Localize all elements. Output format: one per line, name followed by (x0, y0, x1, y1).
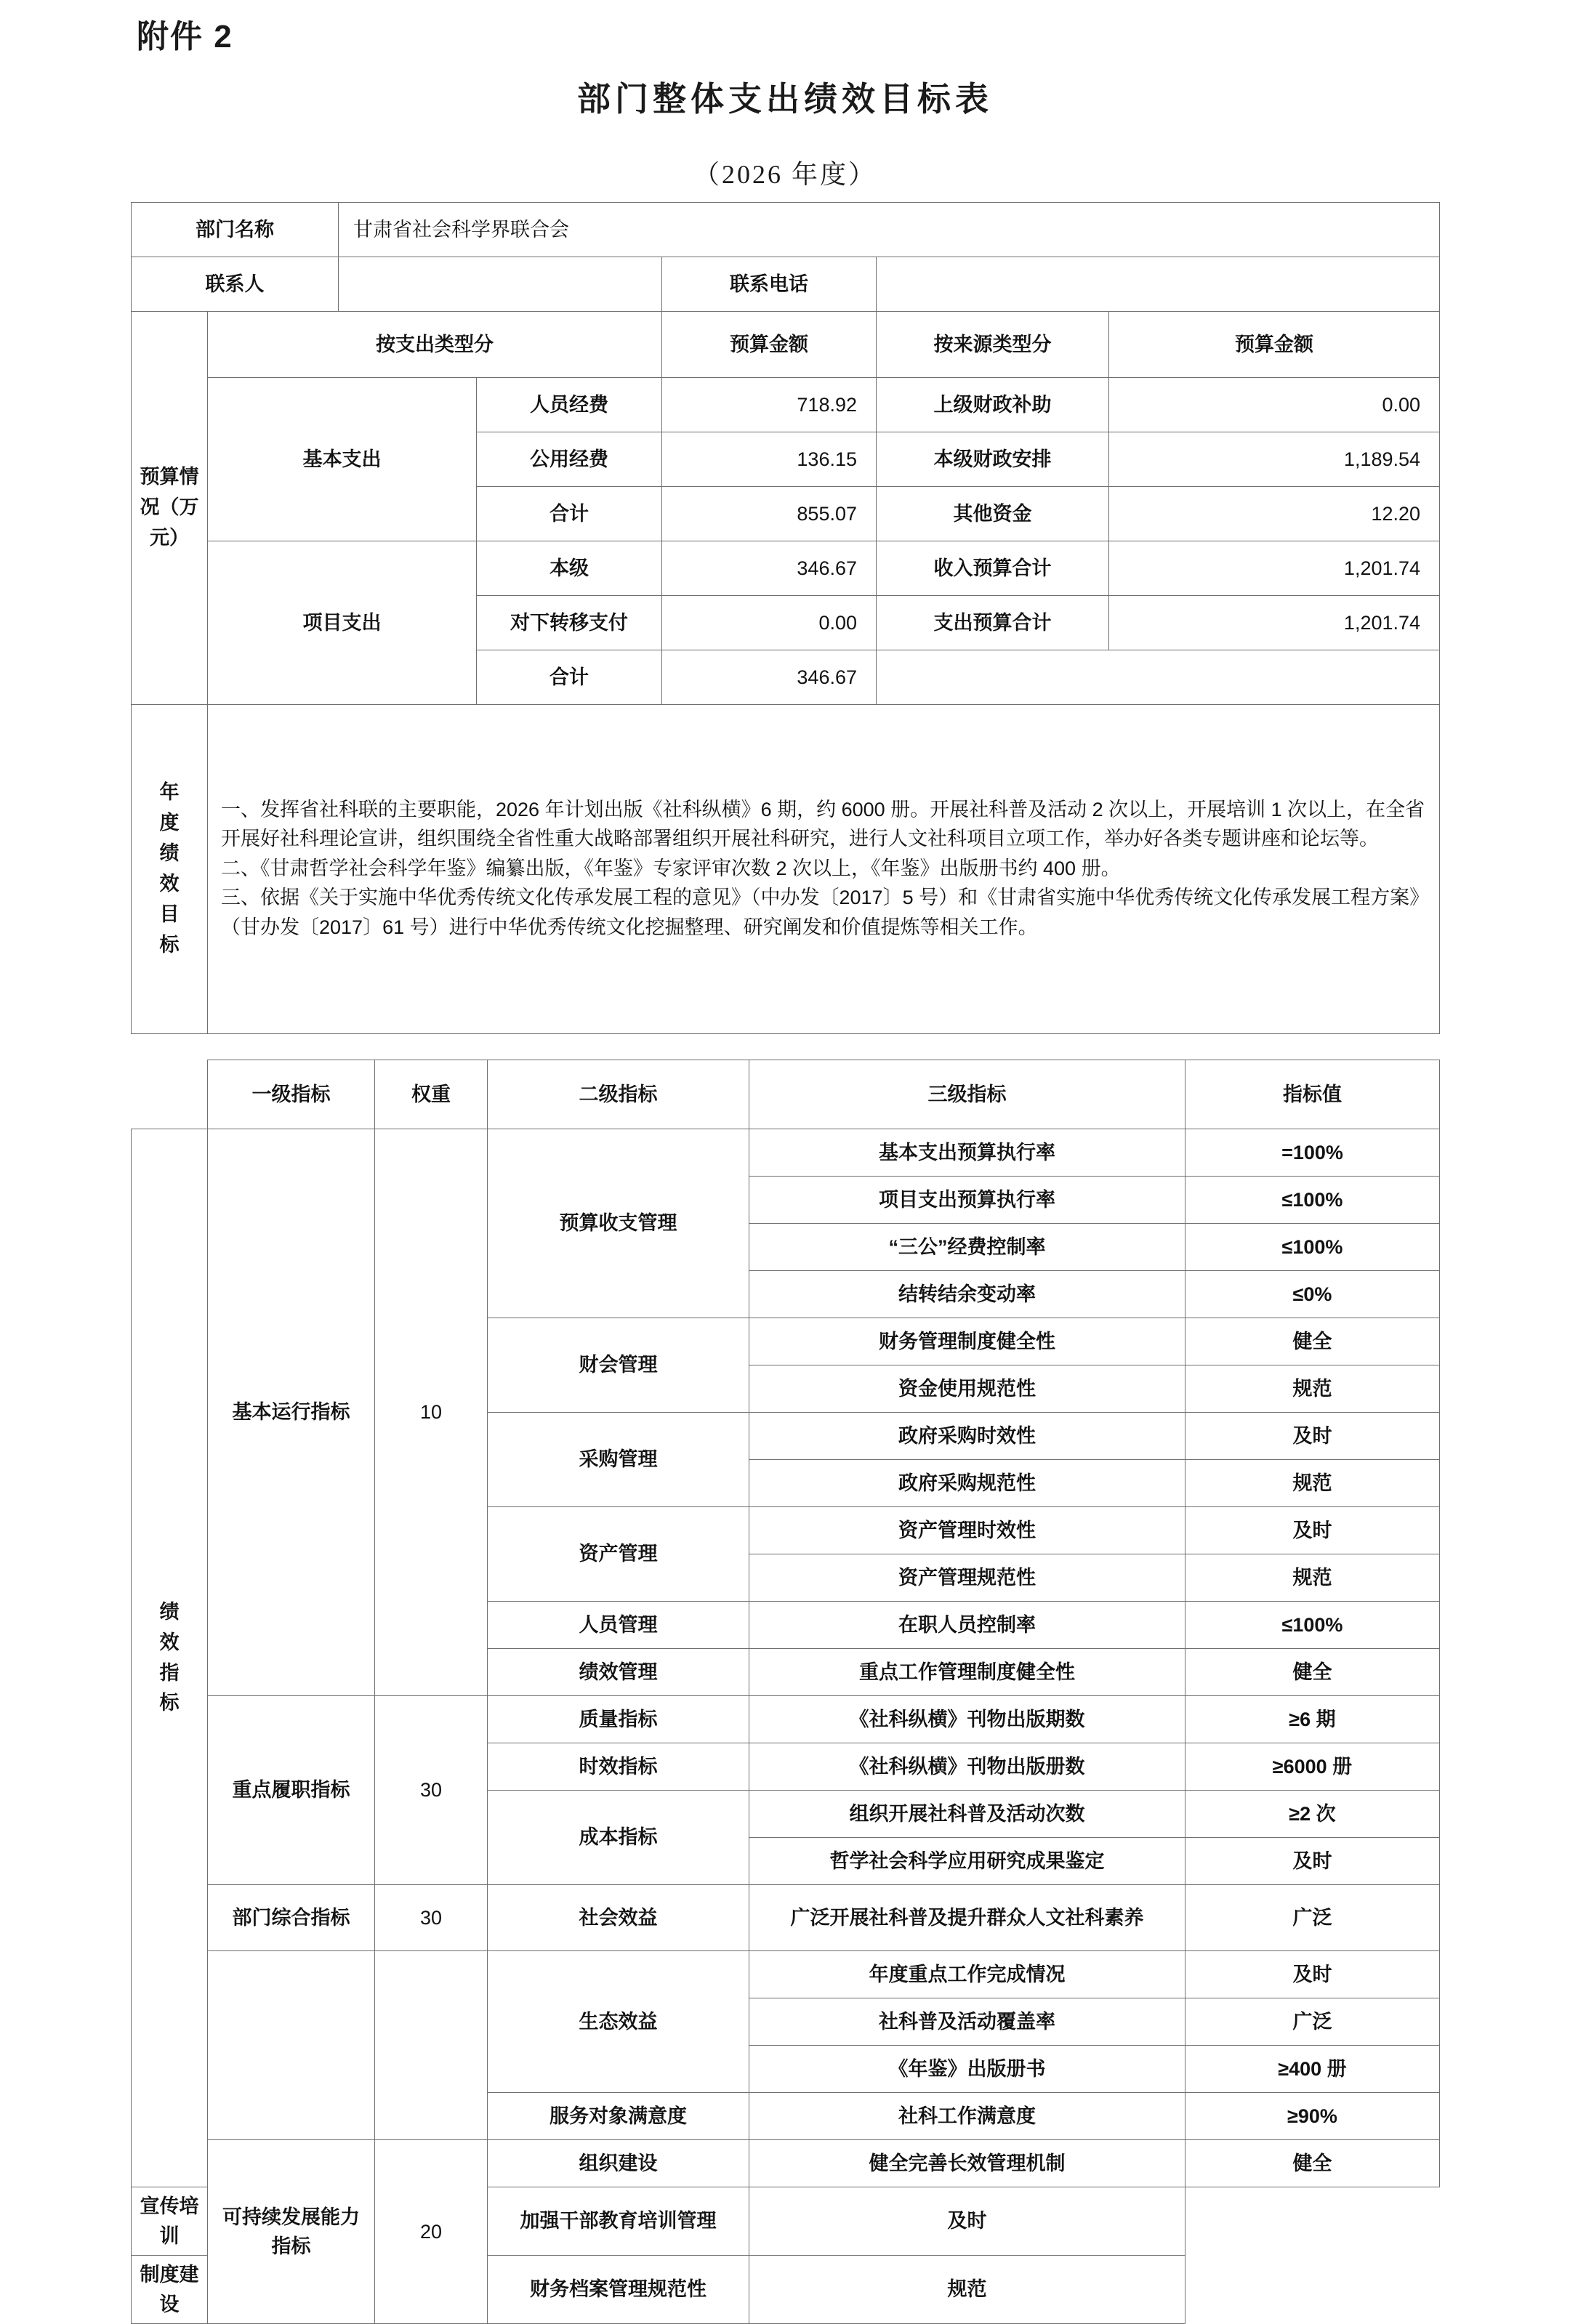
expense-type-3: 本级 (477, 541, 662, 596)
kpi-level3: 广泛开展社科普及提升群众人文社科素养 (749, 1885, 1185, 1951)
dept-name-value: 甘肃省社会科学界联合会 (339, 203, 1440, 257)
expense-type-0: 人员经费 (477, 378, 662, 432)
kpi-value: 健全 (1185, 1318, 1440, 1365)
dept-name-label: 部门名称 (132, 203, 339, 257)
kpi-header-level1: 一级指标 (208, 1060, 375, 1129)
kpi-level2-4-0: 组织建设 (488, 2140, 749, 2187)
kpi-weight-2: 30 (375, 1885, 488, 1951)
kpi-level2-0-5: 绩效管理 (488, 1649, 749, 1696)
kpi-level3: “三公”经费控制率 (749, 1224, 1185, 1271)
page-title: 部门整体支出绩效目标表 (577, 80, 993, 118)
budget-section-label-text: 预算情况（万元） (140, 466, 199, 549)
kpi-value: 及时 (749, 2187, 1185, 2256)
annual-goal-label-chars (139, 709, 200, 1029)
phone-label: 联系电话 (662, 257, 877, 312)
kpi-value: ≤100% (1185, 1602, 1440, 1649)
header-by-source: 按来源类型分 (877, 312, 1109, 378)
expense-amount-4: 0.00 (662, 596, 877, 650)
kpi-value: 及时 (1185, 1838, 1440, 1885)
expense-amount-0: 718.92 (662, 378, 877, 432)
kpi-value: 健全 (1185, 1649, 1440, 1696)
goal-label-char-0: 年 (159, 781, 180, 804)
annual-goal-paragraph-3: 三、依据《关于实施中华优秀传统文化传承发展工程的意见》（中办发〔2017〕5 号）和《甘肃省实施中华优秀传统文化传承发展工程方案》（甘办发〔2017〕61 号）进行中华优秀传统文化挖掘整理、研究阐发和价值提炼等相关工作。 (221, 887, 1420, 938)
kpi-level3: 结转结余变动率 (749, 1271, 1185, 1318)
source-amount-1: 1,189.54 (1109, 432, 1440, 487)
kpi-header-weight: 权重 (375, 1060, 488, 1129)
kpi-level2-0-1: 财会管理 (488, 1318, 749, 1413)
kpi-value: ≤0% (1185, 1271, 1440, 1318)
kpi-level1-1: 重点履职指标 (208, 1696, 375, 1885)
kpi-level3: 组织开展社科普及活动次数 (749, 1791, 1185, 1838)
kpi-value: ≥6000 册 (1185, 1743, 1440, 1791)
group-project-expenditure: 项目支出 (208, 541, 477, 705)
kpi-value: ≥2 次 (1185, 1791, 1440, 1838)
kpi-level3: 重点工作管理制度健全性 (749, 1649, 1185, 1696)
kpi-value: ≤100% (1185, 1224, 1440, 1271)
goal-label-char-3: 效 (159, 873, 180, 895)
kpi-level3: 健全完善长效管理机制 (749, 2140, 1185, 2187)
expense-type-5: 合计 (477, 650, 662, 705)
performance-indicator-table (131, 1060, 1440, 2324)
kpi-header-level3: 三级指标 (749, 1060, 1185, 1129)
kpi-level2-4-2: 制度建设 (132, 2256, 208, 2324)
kpi-level2-1-0: 质量指标 (488, 1696, 749, 1743)
expense-amount-3: 346.67 (662, 541, 877, 596)
kpi-level3: 《年鉴》出版册书 (749, 2046, 1185, 2093)
kpi-header-row (132, 1060, 1440, 1129)
kpi-side-char-1: 效 (159, 1631, 180, 1653)
kpi-value: 及时 (1185, 1507, 1440, 1554)
kpi-row (132, 1129, 1440, 1177)
goal-label-char-1: 度 (159, 812, 180, 834)
header-amount-2: 预算金额 (1109, 312, 1440, 378)
kpi-side-char-0: 绩 (159, 1600, 180, 1623)
goal-label-char-4: 目 (159, 903, 180, 925)
source-amount-0: 0.00 (1109, 378, 1440, 432)
kpi-header-level2: 二级指标 (488, 1060, 749, 1129)
kpi-value: ≥90% (1185, 2093, 1440, 2140)
kpi-level3: 《社科纵横》刊物出版册数 (749, 1743, 1185, 1791)
kpi-value: ≥400 册 (1185, 2046, 1440, 2093)
expense-amount-1: 136.15 (662, 432, 877, 487)
kpi-value: 规范 (749, 2256, 1185, 2324)
budget-row-0 (132, 378, 1440, 432)
kpi-level2-0-2: 采购管理 (488, 1413, 749, 1507)
goal-label-char-5: 标 (159, 933, 180, 956)
kpi-level3: 财务管理制度健全性 (749, 1318, 1185, 1365)
kpi-weight-0: 10 (375, 1129, 488, 1696)
source-type-2: 其他资金 (877, 487, 1109, 541)
page-subtitle: （2026 年度） (693, 160, 877, 189)
kpi-level3: 社科工作满意度 (749, 2093, 1185, 2140)
annual-goal-label (132, 705, 208, 1034)
kpi-level3: 加强干部教育培训管理 (488, 2187, 749, 2256)
kpi-row (132, 1696, 1440, 1743)
source-type-1: 本级财政安排 (877, 432, 1109, 487)
goal-label-char-2: 绩 (159, 842, 180, 865)
kpi-level2-3-0: 生态效益 (488, 1951, 749, 2093)
kpi-value: 及时 (1185, 1951, 1440, 1998)
source-blank-5 (877, 650, 1440, 705)
kpi-level3: 政府采购规范性 (749, 1460, 1185, 1507)
kpi-side-label-chars (139, 1134, 200, 2182)
kpi-level1-4: 可持续发展能力指标 (208, 2140, 375, 2324)
attachment-label: 附件 2 (137, 19, 233, 55)
kpi-value: 健全 (1185, 2140, 1440, 2187)
kpi-level3: 资产管理时效性 (749, 1507, 1185, 1554)
kpi-level2-0-3: 资产管理 (488, 1507, 749, 1602)
kpi-level3: 财务档案管理规范性 (488, 2256, 749, 2324)
budget-row-3 (132, 541, 1440, 596)
kpi-level3: 社科普及活动覆盖率 (749, 1998, 1185, 2046)
kpi-level2-0-0: 预算收支管理 (488, 1129, 749, 1318)
source-amount-4: 1,201.74 (1109, 596, 1440, 650)
contact-value (339, 257, 662, 312)
kpi-level3: 在职人员控制率 (749, 1602, 1185, 1649)
kpi-level3: 资产管理规范性 (749, 1554, 1185, 1602)
kpi-level2-2-0: 社会效益 (488, 1885, 749, 1951)
header-amount-1: 预算金额 (662, 312, 877, 378)
source-amount-2: 12.20 (1109, 487, 1440, 541)
expense-type-4: 对下转移支付 (477, 596, 662, 650)
contact-label: 联系人 (132, 257, 339, 312)
kpi-row (132, 1885, 1440, 1951)
expense-amount-2: 855.07 (662, 487, 877, 541)
kpi-side-label (132, 1129, 208, 2187)
kpi-level3: 哲学社会科学应用研究成果鉴定 (749, 1838, 1185, 1885)
kpi-value: ≤100% (1185, 1177, 1440, 1224)
kpi-value: 及时 (1185, 1413, 1440, 1460)
kpi-level1-2: 部门综合指标 (208, 1885, 375, 1951)
annual-goal-paragraph-1: 一、发挥省社科联的主要职能，2026 年计划出版《社科纵横》6 期，约 6000 册。开展社科普及活动 2 次以上，开展培训 1 次以上，在全省开展好社科理论宣讲，组织围绕全省性重大战略部署组织开展社科研究，进行人文社科项目立项工作，举办好各类专题讲座和论坛等。 (221, 798, 1425, 850)
kpi-level1-0: 基本运行指标 (208, 1129, 375, 1696)
kpi-level3: 项目支出预算执行率 (749, 1177, 1185, 1224)
kpi-value: ≥6 期 (1185, 1696, 1440, 1743)
source-type-0: 上级财政补助 (877, 378, 1109, 432)
budget-overview-table (131, 202, 1440, 1034)
kpi-level1-3-blank (208, 1951, 375, 2140)
kpi-value: 规范 (1185, 1554, 1440, 1602)
kpi-weight-4: 20 (375, 2140, 488, 2324)
kpi-level3: 政府采购时效性 (749, 1413, 1185, 1460)
annual-goal-paragraph-2: 二、《甘肃哲学社会科学年鉴》编纂出版，《年鉴》专家评审次数 2 次以上，《年鉴》出版册书约 400 册。 (221, 857, 1121, 879)
kpi-weight-3-blank (375, 1951, 488, 2140)
group-basic-expenditure: 基本支出 (208, 378, 477, 541)
kpi-row (132, 1951, 1440, 1998)
header-by-expense: 按支出类型分 (208, 312, 662, 378)
kpi-weight-1: 30 (375, 1696, 488, 1885)
expense-type-2: 合计 (477, 487, 662, 541)
expense-amount-5: 346.67 (662, 650, 877, 705)
budget-section-label (132, 312, 208, 705)
budget-header-row (132, 312, 1440, 378)
phone-value (877, 257, 1440, 312)
kpi-value: =100% (1185, 1129, 1440, 1177)
kpi-header-corner (132, 1060, 208, 1129)
kpi-side-char-2: 指 (159, 1661, 180, 1684)
kpi-level3: 年度重点工作完成情况 (749, 1951, 1185, 1998)
kpi-level2-0-4: 人员管理 (488, 1602, 749, 1649)
kpi-level2-1-1: 时效指标 (488, 1743, 749, 1791)
kpi-value: 广泛 (1185, 1998, 1440, 2046)
source-type-4: 支出预算合计 (877, 596, 1109, 650)
contact-row (132, 257, 1440, 312)
source-type-3: 收入预算合计 (877, 541, 1109, 596)
expense-type-1: 公用经费 (477, 432, 662, 487)
annual-goal-content (208, 705, 1440, 1034)
kpi-level2-3-1: 服务对象满意度 (488, 2093, 749, 2140)
dept-name-row (132, 203, 1440, 257)
kpi-level3: 《社科纵横》刊物出版期数 (749, 1696, 1185, 1743)
annual-goal-row (132, 705, 1440, 1034)
source-amount-3: 1,201.74 (1109, 541, 1440, 596)
kpi-level2-4-1: 宣传培训 (132, 2187, 208, 2256)
kpi-header-value: 指标值 (1185, 1060, 1440, 1129)
kpi-value: 广泛 (1185, 1885, 1440, 1951)
kpi-level3: 资金使用规范性 (749, 1365, 1185, 1413)
kpi-row (132, 2140, 1440, 2187)
kpi-value: 规范 (1185, 1460, 1440, 1507)
kpi-level2-1-2: 成本指标 (488, 1791, 749, 1885)
kpi-value: 规范 (1185, 1365, 1440, 1413)
kpi-level3: 基本支出预算执行率 (749, 1129, 1185, 1177)
kpi-side-char-3: 标 (159, 1692, 180, 1714)
